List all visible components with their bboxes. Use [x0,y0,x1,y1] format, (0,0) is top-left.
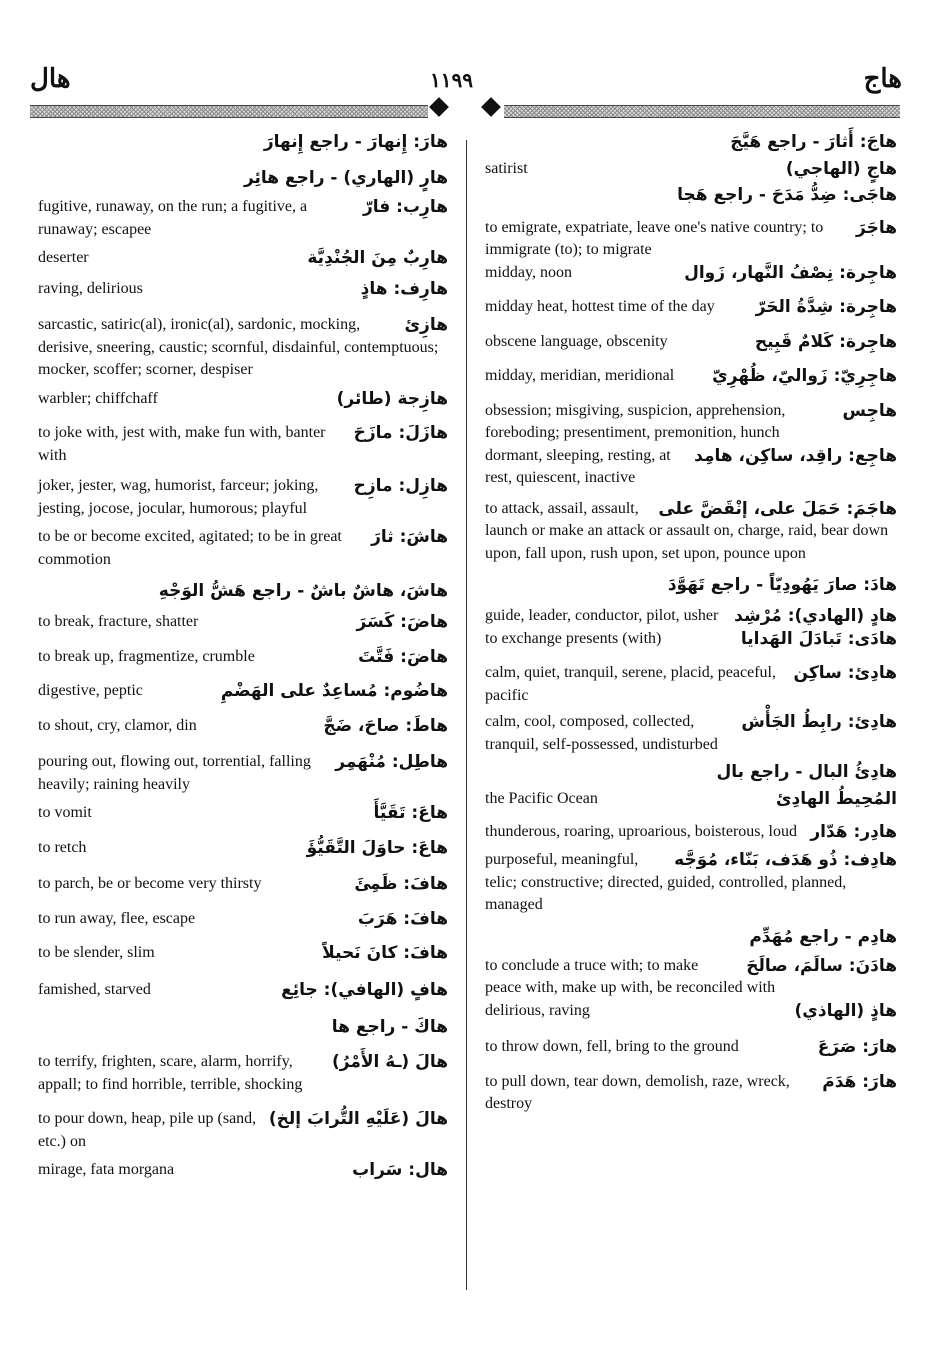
english-translation: to conclude a truce with; to make peace with, make up with, be reconciled with [485,956,776,996]
english-translation: guide, leader, conductor, pilot, usher [485,607,719,624]
english-translation: delirious, raving [485,1001,590,1019]
arabic-headword: هادِئ: رابِطُ الجَأْش [741,712,897,732]
header-rule-right [504,105,900,118]
arabic-headword: هاضُوم: مُساعِدٌ على الهَضْمِ [220,681,448,701]
english-translation: to retch [38,838,87,856]
arabic-headword: هاجَمَ: حَمَلَ على، إنْقَضَّ على [658,498,897,519]
dictionary-entry [485,571,897,599]
english-translation: the Pacific Ocean [485,790,598,807]
left-column [38,128,448,1182]
arabic-headword: هارِف: هاذٍ [360,278,448,299]
arabic-headword: هادٍ (الهادي): مُرْشِد [734,606,897,626]
arabic-headword: هافَ: هَرَبَ [357,908,448,929]
english-translation: warbler; chiffchaff [38,389,158,407]
arabic-headword: هال: سَراب [352,1160,448,1180]
english-translation: dormant, sleeping, resting, at rest, quiescent, inactive [485,446,671,486]
dictionary-entry [38,577,448,605]
dictionary-entry [38,1159,448,1182]
dictionary-entry [485,1000,897,1023]
arabic-headword: هادَى: تَبادَلَ الهَدايا [740,628,897,649]
english-translation: to be or become excited, agitated; to be in great commotion [38,528,342,568]
arabic-headword: هاعَ: حاوَلَ التَّقَيُّؤَ [306,837,448,858]
english-translation: calm, cool, composed, collected, tranquil, self-possessed, undisturbed [485,713,718,753]
english-translation: to pour down, heap, pile up (sand, etc.) on [38,1110,257,1150]
arabic-headword: هاشَ: ثارَ [371,527,448,547]
dictionary-entry [485,788,897,811]
dictionary-entry [38,979,448,1002]
english-translation: to pull down, tear down, demolish, raze, wreck, destroy [485,1072,790,1112]
english-translation: to joke with, jest with, make fun with, banter with [38,424,326,464]
english-translation: pouring out, flowing out, torrential, falling heavily; raining heavily [38,753,311,793]
english-translation: satirist [485,160,528,177]
dictionary-entry [485,365,897,388]
dictionary-entry [38,247,448,270]
dictionary-entry [485,217,897,262]
dictionary-entry [38,314,448,382]
dictionary-entry [38,611,448,634]
arabic-headword: هاجِع: راقِد، ساكِن، هامِد [694,445,897,466]
dictionary-entry [38,278,448,301]
dictionary-entry [38,388,448,411]
diamond-ornament-left [429,97,449,117]
arabic-headword: هاضَ: كَسَرَ [356,612,448,632]
arabic-headword: هافٍ (الهافي): جائِع [281,979,448,1000]
arabic-headword: هاطَ: صاحَ، ضَجَّ [323,715,448,736]
dictionary-entry [38,646,448,669]
arabic-headword: هاجَى: ضِدُّ مَدَحَ - راجع هَجا [677,184,897,205]
arabic-headword: هاشَ، هاشٌ باشٌ - راجع هَشُّ الوَجْهِ [158,581,448,601]
dictionary-entry [38,715,448,738]
dictionary-entry [485,628,897,651]
dictionary-entry [485,262,897,285]
dictionary-entry [38,196,448,241]
dictionary-entry [38,680,448,703]
arabic-headword: هالَ (ـهُ الأَمْرُ) [331,1052,448,1072]
english-translation: purposeful, meaningful, telic; constructive; directed, guided, controlled, planned, managed [485,851,847,913]
dictionary-entry [485,849,897,917]
arabic-headword: هارَ: إِنهارَ - راجع إِنهارَ [263,132,448,152]
english-translation: deserter [38,249,89,266]
dictionary-entry [38,164,448,192]
english-translation: famished, starved [38,980,151,998]
dictionary-entry [485,128,897,156]
arabic-headword: هادَ: صارَ يَهُودِيّاً - راجع تَهَوَّدَ [667,575,897,595]
english-translation: to break up, fragmentize, crumble [38,647,255,665]
arabic-headword: هارِبٌ مِنَ الجُنْدِيَّة [307,248,448,268]
arabic-headword: هاكَ - راجع ها [331,1017,448,1037]
dictionary-entry [38,128,448,156]
english-translation: midday, noon [485,263,572,281]
arabic-headword: هاجِرِيّ: زَواليّ، ظُهْرِيّ [712,366,897,386]
arabic-headword: هاجَ: أَثارَ - راجع هَيَّجَ [730,132,897,152]
diamond-ornament-right [481,97,501,117]
english-translation: to emigrate, expatriate, leave one's native country; to immigrate (to); to migrate [485,218,824,258]
arabic-headword: هادِف: ذُو هَدَف، بَنّاء، مُوَجَّه [674,850,897,870]
dictionary-entry [38,1013,448,1041]
english-translation: to throw down, fell, bring to the ground [485,1038,739,1055]
dictionary-entry [38,942,448,965]
english-translation: to exchange presents (with) [485,629,662,647]
dictionary-entry [485,296,897,319]
arabic-headword: هادَنَ: سالَمَ، صالَحَ [746,955,897,976]
english-translation: mirage, fata morgana [38,1161,175,1178]
arabic-headword: هاجِرة: شِدَّةُ الحَرّ [755,297,897,317]
english-translation: fugitive, runaway, on the run; a fugitive, a runaway; escapee [38,198,308,238]
dictionary-entry [485,1071,897,1116]
arabic-headword: هازِل: مازِح [353,476,448,496]
left-guide-word: هال [30,64,71,93]
arabic-headword: هاطِل: مُنْهَمِر [335,752,448,772]
dictionary-entry [485,498,897,566]
english-translation: joker, jester, wag, humorist, farceur; joking, jesting, jocose, jocular, humorous; playful [38,477,319,517]
dictionary-entry [485,445,897,490]
english-translation: to shout, cry, clamor, din [38,716,197,734]
dictionary-entry [485,923,897,951]
english-translation: midday heat, hottest time of the day [485,298,715,315]
english-translation: raving, delirious [38,279,143,297]
arabic-headword: هاعَ: تَقَيَّأَ [373,803,448,823]
english-translation: to break, fracture, shatter [38,613,199,630]
arabic-headword: هافَ: ظَمِئَ [354,874,448,894]
english-translation: midday, meridian, meridional [485,367,675,384]
arabic-headword: هاجٍ (الهاجي) [785,159,897,179]
dictionary-entry [485,158,897,181]
dictionary-entry [485,605,897,628]
arabic-headword: هاذٍ (الهاذي) [794,1000,897,1021]
arabic-headword: هازِجة (طائر) [336,388,448,409]
dictionary-entry [38,837,448,860]
page-header [0,0,938,125]
arabic-headword: هارَ: صَرَعَ [817,1037,897,1057]
right-guide-word: هاج [863,64,902,93]
arabic-headword: المُحِيطُ الهادِئ [775,789,897,809]
arabic-headword: هارَ: هَدَمَ [822,1071,897,1092]
english-translation: digestive, peptic [38,682,143,699]
english-translation: obscene language, obscenity [485,332,668,350]
arabic-headword: هادِئُ البال - راجع بال [716,762,897,782]
header-rule-left [30,105,428,118]
dictionary-entry [38,908,448,931]
dictionary-entry [485,662,897,707]
arabic-headword: هارِب: فارّ [362,197,448,217]
arabic-headword: هادِئ: ساكِن [793,663,897,683]
page-number: ١١٩٩ [430,70,473,92]
english-translation: to run away, flee, escape [38,909,196,927]
dictionary-entry [485,181,897,209]
dictionary-entry [485,758,897,786]
arabic-headword: هاجِرة: كَلامٌ قَبِيح [754,331,897,352]
arabic-headword: هالَ (عَلَيْهِ التُّرابَ إلخ) [268,1109,448,1129]
arabic-headword: هارٍ (الهاري) - راجع هائِر [243,168,448,188]
english-translation: to terrify, frighten, scare, alarm, horrify, appall; to find horrible, terrible, shocking [38,1053,303,1093]
dictionary-entry [38,1051,448,1096]
dictionary-entry [485,331,897,354]
dictionary-entry [485,955,897,1000]
dictionary-entry [485,821,897,844]
english-translation: to attack, assail, assault, launch or make an attack or assault on, charge, raid, bear down upon, fall upon, rush upon, set upon, pounce upon [485,499,889,562]
dictionary-entry [38,802,448,825]
dictionary-entry [485,711,897,756]
english-translation: calm, quiet, tranquil, serene, placid, peaceful, pacific [485,664,776,704]
right-column [485,128,897,1116]
arabic-headword: هادِر: هَدّار [810,821,897,842]
english-translation: sarcastic, satiric(al), ironic(al), sardonic, mocking, derisive, sneering, caustic; scornful, disdainful, contemptuous; mocker, scoffer; scorner, despiser [38,316,439,378]
english-translation: thunderous, roaring, uproarious, boisterous, loud [485,822,797,840]
dictionary-entry [38,526,448,571]
english-translation: to vomit [38,804,92,821]
arabic-headword: هادِم - راجع مُهَدِّم [749,926,897,947]
arabic-headword: هاجَرَ [856,217,897,238]
dictionary-entry [485,400,897,445]
column-divider [466,140,467,1290]
dictionary-entry [38,422,448,467]
english-translation: to parch, be or become very thirsty [38,875,262,892]
english-translation: obsession; misgiving, suspicion, apprehension, foreboding; presentiment, premonition, hunch [485,401,786,441]
arabic-headword: هازَلَ: مازَحَ [353,423,448,443]
english-translation: to be slender, slim [38,944,155,961]
dictionary-entry [485,1036,897,1059]
arabic-headword: هافَ: كانَ نَحيلاً [322,943,448,963]
dictionary-entry [38,751,448,796]
dictionary-entry [38,1108,448,1153]
dictionary-entry [38,873,448,896]
arabic-headword: هاجِس [842,400,897,421]
dictionary-entry [38,475,448,520]
arabic-headword: هاجِرة: نِصْفُ النَّهار، زَوال [684,262,897,283]
arabic-headword: هاضَ: فَتَّتَ [358,646,448,667]
arabic-headword: هازِئ [404,315,448,335]
